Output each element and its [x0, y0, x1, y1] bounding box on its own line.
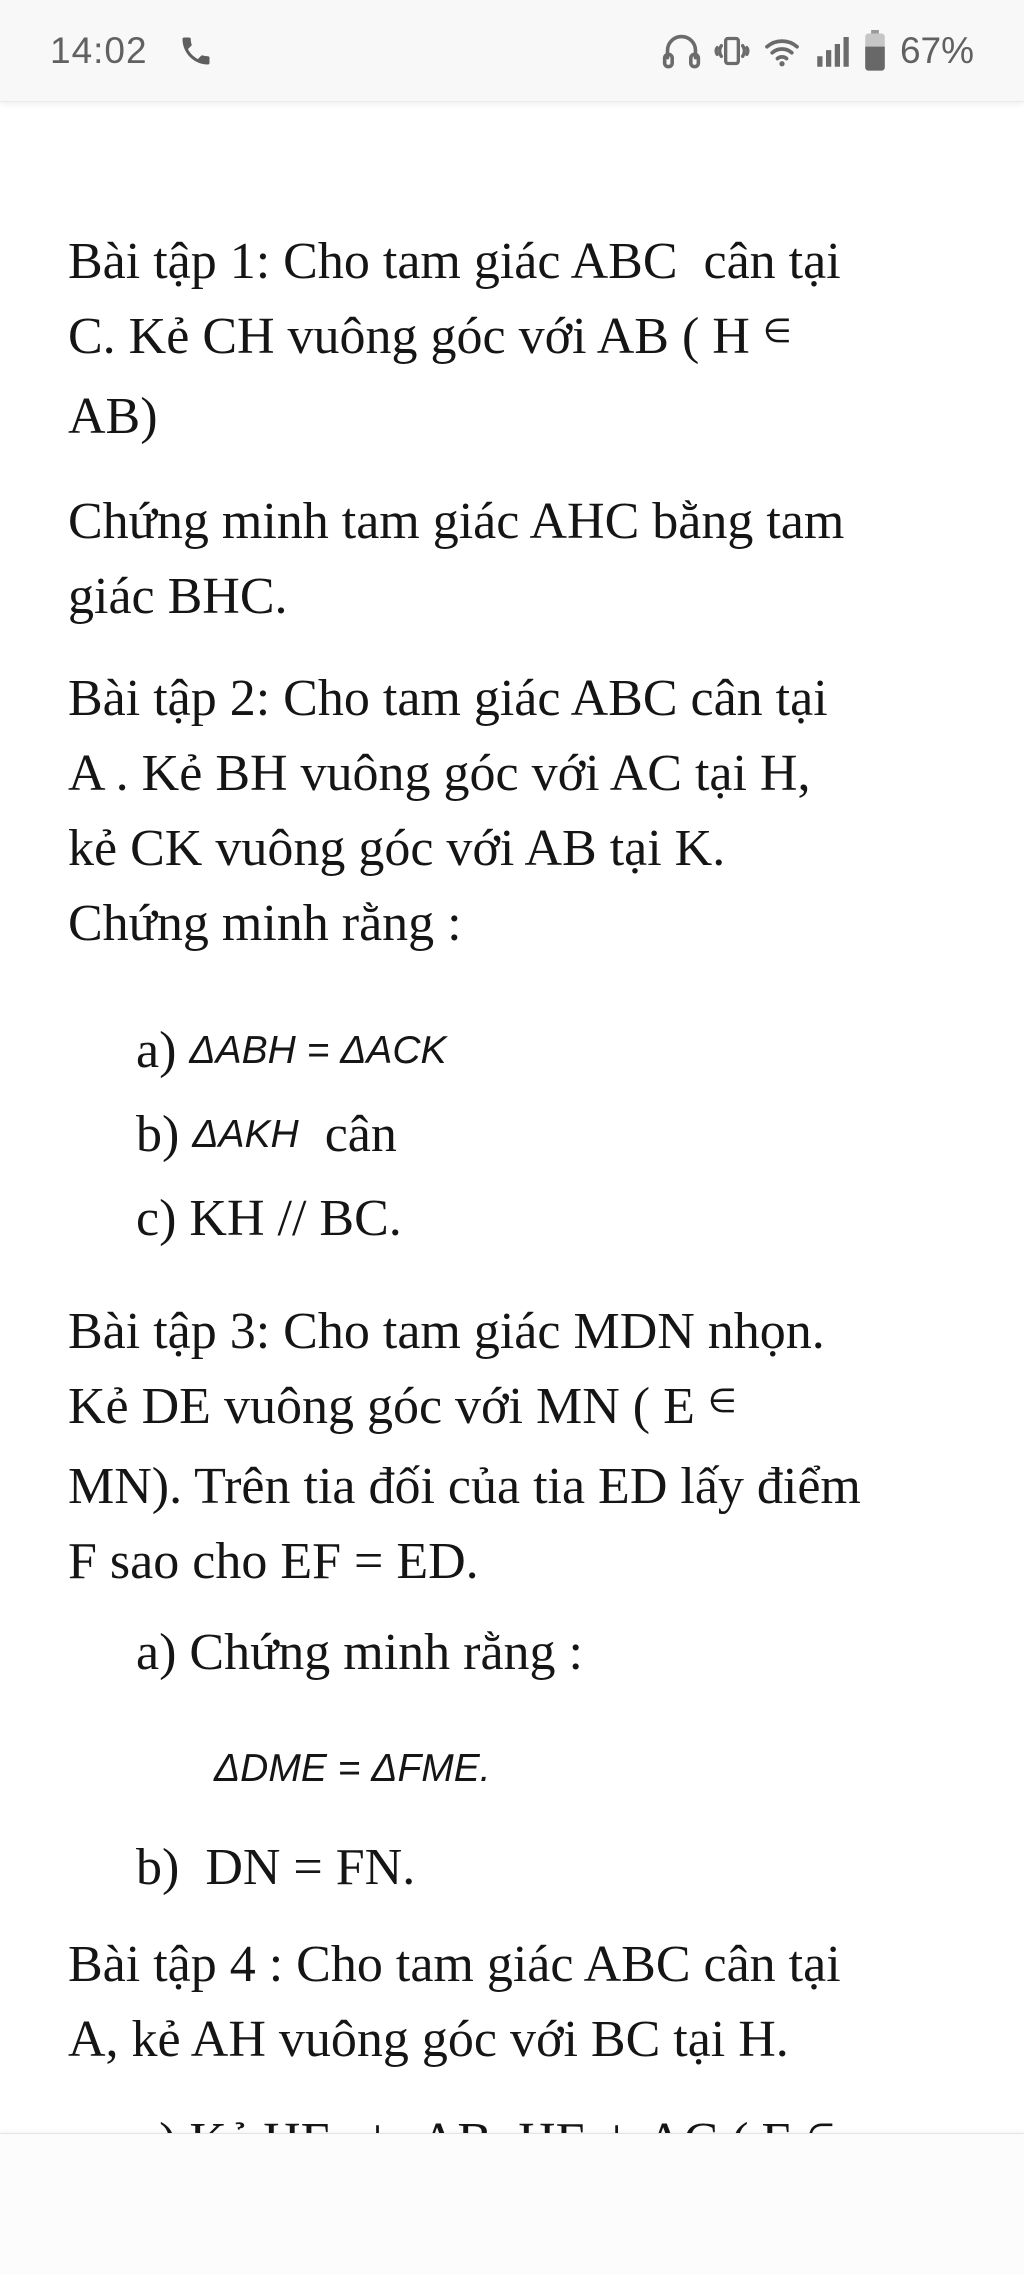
- list-item: [68, 1830, 988, 1905]
- text-run: a): [136, 1022, 190, 1079]
- text-line: [68, 811, 988, 886]
- math-formula: ΔAKH: [192, 1113, 299, 1156]
- text-run: b) DN = FN.: [136, 1839, 416, 1896]
- text-run: MN). Trên tia đối của tia ED lấy điểm: [68, 1458, 861, 1515]
- battery-percent-text: 67%: [899, 29, 974, 71]
- text-line: [68, 886, 988, 961]
- document-viewer[interactable]: [0, 102, 1024, 2133]
- text-line: [68, 1615, 988, 1690]
- text-run: Chứng minh rằng :: [68, 895, 462, 952]
- text-run: Bài tập 3: Cho tam giác MDN nhọn.: [68, 1303, 825, 1360]
- text-line: [68, 1013, 988, 1092]
- element-of-symbol: ∈: [762, 311, 792, 350]
- text-run: giác BHC.: [68, 568, 288, 625]
- paragraph: [68, 661, 988, 961]
- phone-call-icon: [178, 33, 214, 69]
- text-line: [68, 1294, 988, 1369]
- vibrate-icon: [712, 31, 752, 71]
- battery-icon: [863, 30, 887, 71]
- signal-bars-icon: [812, 30, 854, 72]
- paragraph: [68, 484, 988, 634]
- text-line: [68, 379, 988, 454]
- text-run: Chứng minh tam giác AHC bằng tam: [68, 493, 845, 550]
- text-run: A . Kẻ BH vuông góc với AC tại H,: [68, 745, 811, 802]
- text-run: c) KH // BC.: [136, 1190, 402, 1247]
- text-line: [68, 736, 988, 811]
- text-run: Bài tập 4 : Cho tam giác ABC cân tại: [68, 1936, 841, 1993]
- text-line: [68, 1181, 988, 1256]
- text-run: a) Chứng minh rằng :: [136, 1624, 584, 1681]
- text-line: [68, 1524, 988, 1599]
- navigation-bar: [0, 2133, 1024, 2275]
- formula-block: [68, 1731, 988, 1810]
- text-run: AB): [68, 388, 158, 445]
- paragraph: [68, 1294, 988, 1599]
- wifi-icon: [761, 30, 803, 72]
- status-bar: [0, 0, 1024, 102]
- document-content: [0, 102, 1024, 2184]
- paragraph: [68, 224, 988, 454]
- text-line: [68, 661, 988, 736]
- text-run: kẻ CK vuông góc với AB tại K.: [68, 820, 726, 877]
- text-line: [68, 1449, 988, 1524]
- clock-text: 14:02: [50, 29, 148, 71]
- text-run: Bài tập 1: Cho tam giác ABC cân tại: [68, 233, 841, 290]
- text-line: [68, 559, 988, 634]
- text-line: [68, 299, 988, 379]
- element-of-symbol: ∈: [707, 1381, 737, 1420]
- text-line: [68, 2002, 988, 2077]
- text-run: b): [136, 1106, 193, 1163]
- status-bar-left: [0, 30, 214, 72]
- math-formula: ΔDME = ΔFME.: [214, 1747, 491, 1790]
- text-line: [68, 1097, 988, 1176]
- text-line: [68, 224, 988, 299]
- text-run: C. Kẻ CH vuông góc với AB ( H: [68, 308, 763, 365]
- text-run: Bài tập 2: Cho tam giác ABC cân tại: [68, 670, 828, 727]
- text-line: [68, 1927, 988, 2002]
- text-line: [68, 484, 988, 559]
- text-run: A, kẻ AH vuông góc với BC tại H.: [68, 2011, 789, 2068]
- text-line: [68, 1369, 988, 1449]
- text-line: [68, 1830, 988, 1905]
- text-run: F sao cho EF = ED.: [68, 1533, 479, 1590]
- list-item: [68, 1097, 988, 1176]
- status-bar-right: [660, 29, 1024, 72]
- list-item: [68, 1181, 988, 1256]
- paragraph: [68, 1927, 988, 2077]
- math-formula: ΔABH = ΔACK: [189, 1029, 447, 1072]
- list-item: [68, 1013, 988, 1092]
- headphones-icon: [660, 29, 703, 72]
- text-line: [68, 1731, 988, 1810]
- text-run: Kẻ DE vuông góc với MN ( E: [68, 1378, 708, 1435]
- text-run: cân: [298, 1106, 397, 1163]
- list-item: [68, 1615, 988, 1690]
